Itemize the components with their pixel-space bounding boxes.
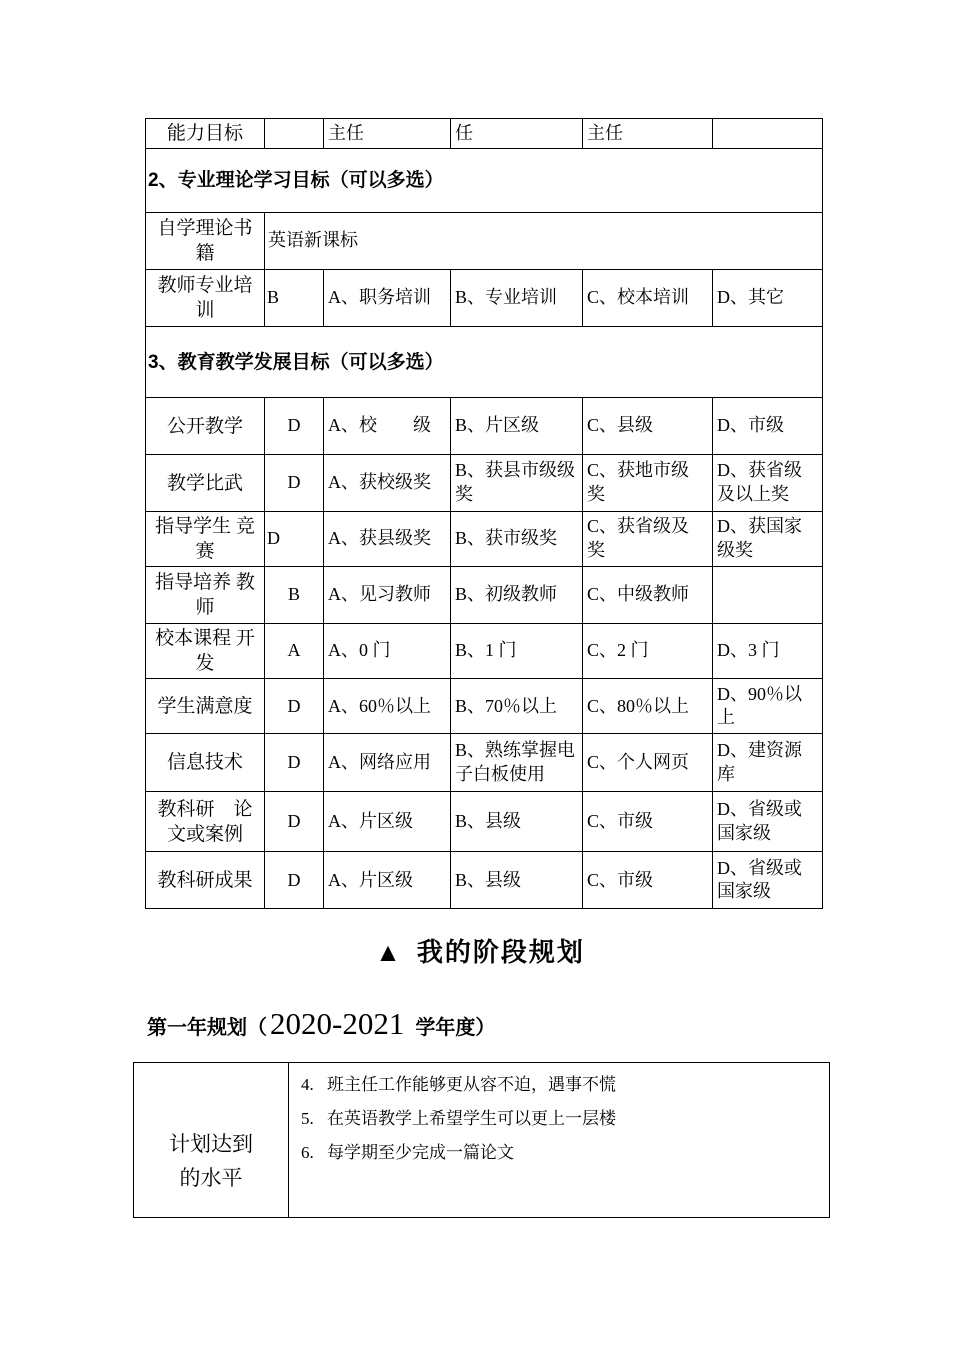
plan-item-text: 班主任工作能够更从容不迫，遇事不慌 [327,1075,616,1094]
plan-item-text: 每学期至少完成一篇论文 [327,1143,514,1162]
option-d: D、省级或国家级 [713,792,823,852]
option-c: C、中级教师 [583,567,713,624]
option-b: B、熟练掌握电子白板使用 [451,734,583,792]
plan-item [301,1110,823,1128]
goal-row-school-curriculum [146,624,823,679]
option-d: D、3 门 [713,624,823,679]
plan-level-label: 计划达到的水平 [169,1132,253,1190]
section-row-teaching-development [146,327,823,398]
option-b: B、片区级 [451,398,583,455]
self-study-row [146,213,823,270]
option-b: B、获县市级级奖 [451,455,583,512]
triangle-icon: ▲ [375,938,401,967]
option-a: A、片区级 [324,852,451,909]
plan-level-row [134,1063,830,1218]
grade-value: D [265,734,324,792]
option-a: A、网络应用 [324,734,451,792]
grade-value: D [265,679,324,734]
goal-row-open-teaching [146,398,823,455]
empty-cell [265,119,324,149]
option-c: C、市级 [583,792,713,852]
goal-label: 教科研成果 [146,852,265,909]
plan-item [301,1144,823,1162]
year-heading-suffix: 学年度） [415,1017,496,1039]
training-label: 教师专业培训 [146,270,265,327]
section-title: 3、教育教学发展目标（可以多选） [146,327,823,398]
goal-label: 指导学生 竞赛 [146,512,265,567]
stage-heading-text: 我的阶段规划 [416,938,585,967]
grade-value: D [265,455,324,512]
empty-cell [713,567,823,624]
ability-goal-label: 能力目标 [146,119,265,149]
option-c: C、2 门 [583,624,713,679]
option-d: D、获省级及以上奖 [713,455,823,512]
goal-row-research-results [146,852,823,909]
year-heading-prefix: 第一年规划（ [147,1017,267,1039]
plan-item-number: 6. [301,1143,314,1162]
option-a: A、0 门 [324,624,451,679]
plan-level-items-cell [289,1063,830,1218]
grade-value: B [265,567,324,624]
option-c: C、市级 [583,852,713,909]
option-c: C、80％以上 [583,679,713,734]
goal-row-student-competition [146,512,823,567]
option-a: A、获县级奖 [324,512,451,567]
plan-level-table [133,1062,830,1218]
grade-value: A [265,624,324,679]
section-title: 2、专业理论学习目标（可以多选） [146,149,823,213]
goal-label: 学生满意度 [146,679,265,734]
option-c: C、个人网页 [583,734,713,792]
option-c: C、县级 [583,398,713,455]
option-b: B、县级 [451,852,583,909]
goal-label: 教科研 论文或案例 [146,792,265,852]
option-b: B、初级教师 [451,567,583,624]
option-d: D、90％以上 [713,679,823,734]
goal-row-information-technology [146,734,823,792]
section-row-theory-learning [146,149,823,213]
option-c: C、获省级及奖 [583,512,713,567]
option-b: B、县级 [451,792,583,852]
goal-label: 校本课程 开发 [146,624,265,679]
plan-item-number: 4. [301,1075,314,1094]
option-a: A、获校级奖 [324,455,451,512]
grade-value: D [265,512,324,567]
plan-level-label-cell [134,1063,289,1218]
stage-planning-heading [0,932,960,969]
first-year-plan-heading [147,1006,495,1042]
grade-value: B [265,270,324,327]
option-d: D、获国家级奖 [713,512,823,567]
option-b: B、获市级奖 [451,512,583,567]
option-c: C、获地市级奖 [583,455,713,512]
option-d: D、省级或国家级 [713,852,823,909]
option-b: B、70％以上 [451,679,583,734]
goal-row-teaching-contest [146,455,823,512]
goal-row-mentoring-teachers [146,567,823,624]
option-c: C、校本培训 [583,270,713,327]
plan-item-text: 在英语教学上希望学生可以更上一层楼 [327,1109,616,1128]
self-study-value: 英语新课标 [265,213,823,270]
year-heading-years: 2020-2021 [270,1006,405,1041]
option-b: B、1 门 [451,624,583,679]
goal-label: 信息技术 [146,734,265,792]
empty-cell [713,119,823,149]
plan-item [301,1076,823,1094]
option-a: A、校 级 [324,398,451,455]
option-d: D、建资源库 [713,734,823,792]
grade-value: D [265,398,324,455]
option-b: B、专业培训 [451,270,583,327]
option-a: A、60％以上 [324,679,451,734]
goal-row-student-satisfaction [146,679,823,734]
option-a: A、职务培训 [324,270,451,327]
goal-label: 公开教学 [146,398,265,455]
goal-label: 教学比武 [146,455,265,512]
ability-goal-row [146,119,823,149]
grade-value: D [265,852,324,909]
option-a: A、见习教师 [324,567,451,624]
option-fragment-cell: 主任 [583,119,713,149]
self-study-label: 自学理论书籍 [146,213,265,270]
goal-row-research-papers [146,792,823,852]
option-d: D、市级 [713,398,823,455]
option-a: A、片区级 [324,792,451,852]
training-row [146,270,823,327]
goal-label: 指导培养 教师 [146,567,265,624]
goals-table [145,118,823,909]
option-fragment-cell: 主任 [324,119,451,149]
option-d: D、其它 [713,270,823,327]
option-fragment-cell: 任 [451,119,583,149]
grade-value: D [265,792,324,852]
plan-item-number: 5. [301,1109,314,1128]
